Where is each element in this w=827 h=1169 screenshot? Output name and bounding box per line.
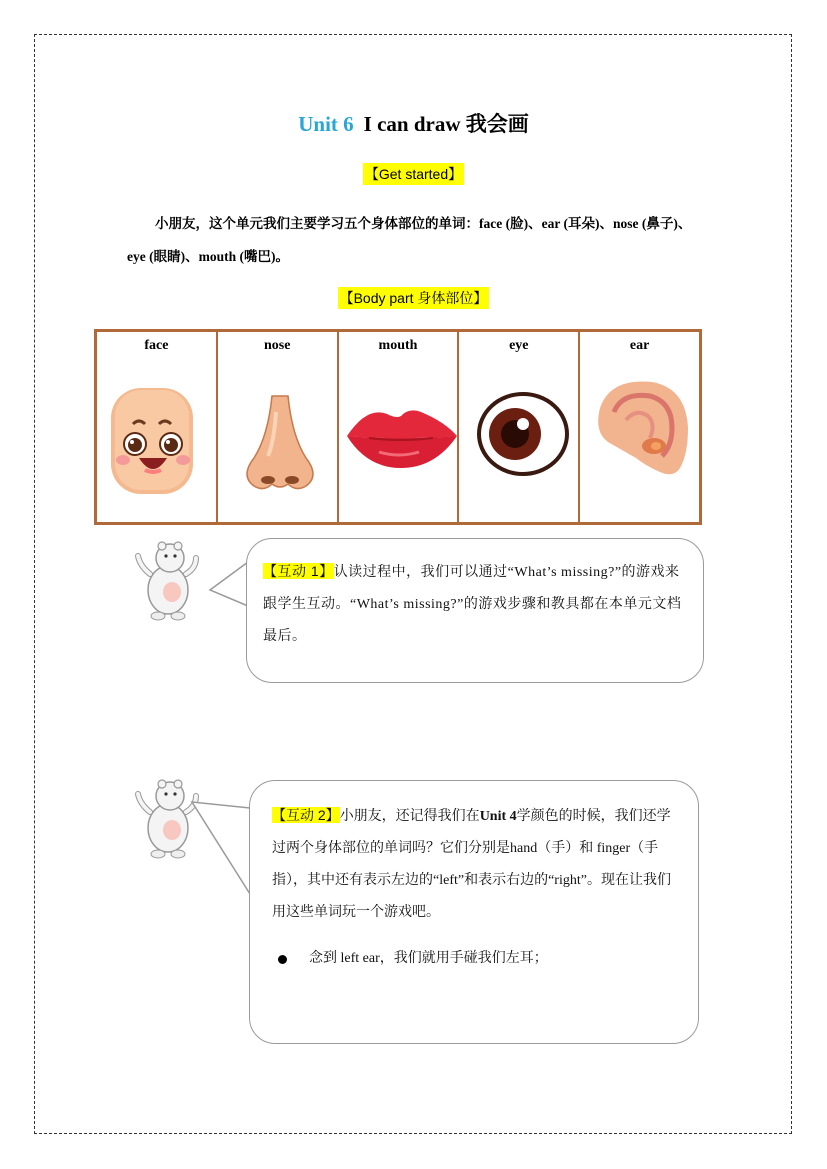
- ear-icon: [580, 372, 698, 502]
- page-title: [0, 108, 827, 138]
- interaction-bubble-1: [246, 538, 704, 683]
- get-started-tag: 【Get started】: [363, 163, 464, 185]
- interaction-2-tag: 【互动 2】: [272, 807, 340, 823]
- interaction-2-body-b: 学颜色的时候，我们还学过两个身体部位的单词吗？它们分别是hand（手）和 finger（手指），其中还有表示左边的“left”和表示右边的“right”。现在让我们用这些单词玩一个游戏吧。: [272, 809, 671, 920]
- interaction-2-unit: Unit 4: [479, 809, 517, 824]
- cell-label-ear: ear: [629, 338, 650, 353]
- cell-eye: [459, 332, 580, 522]
- get-started-heading: [0, 163, 827, 185]
- unit-label: Unit 6: [298, 112, 354, 136]
- body-parts-table: [94, 329, 702, 525]
- bubble-2-pointer: [190, 800, 252, 900]
- interaction-2-body-a: 小朋友，还记得我们在: [339, 809, 480, 824]
- interaction-1-body: 认读过程中，我们可以通过“What’s missing?”的游戏来跟学生互动。“What’s missing?”的游戏步骤和教具都在本单元文档最后。: [263, 565, 682, 644]
- bullet-item: [272, 943, 682, 975]
- cell-label-nose: nose: [263, 338, 291, 353]
- cell-mouth: [339, 332, 460, 522]
- cell-label-eye: eye: [509, 338, 529, 353]
- interaction-2-text: [272, 799, 682, 975]
- cell-nose: [218, 332, 339, 522]
- cell-label-mouth: mouth: [378, 338, 418, 353]
- mouth-icon: [339, 372, 463, 502]
- bullet-icon: [278, 955, 287, 964]
- cell-label-face: face: [144, 338, 169, 353]
- intro-paragraph: 小朋友，这个单元我们主要学习五个身体部位的单词：face (脸)、ear (耳朵)、nose (鼻子)、eye (眼睛)、mouth (嘴巴)。: [127, 216, 692, 264]
- interaction-1-tag: 【互动 1】: [263, 563, 334, 579]
- bubble-1-pointer: [208, 560, 250, 610]
- interaction-1-text: [263, 555, 687, 653]
- eye-icon: [459, 372, 583, 502]
- cell-ear: [580, 332, 699, 522]
- body-part-tag: 【Body part 身体部位】: [338, 287, 490, 309]
- face-icon: [97, 372, 205, 502]
- bullet-text: 念到 left ear，我们就用手碰我们左耳；: [309, 951, 548, 966]
- nose-icon: [218, 372, 342, 502]
- body-part-heading: [0, 287, 827, 309]
- interaction-bubble-2: [249, 780, 699, 1044]
- title-text: I can draw 我会画: [363, 112, 529, 136]
- bear-mascot-icon: [132, 534, 202, 624]
- cell-face: [97, 332, 218, 522]
